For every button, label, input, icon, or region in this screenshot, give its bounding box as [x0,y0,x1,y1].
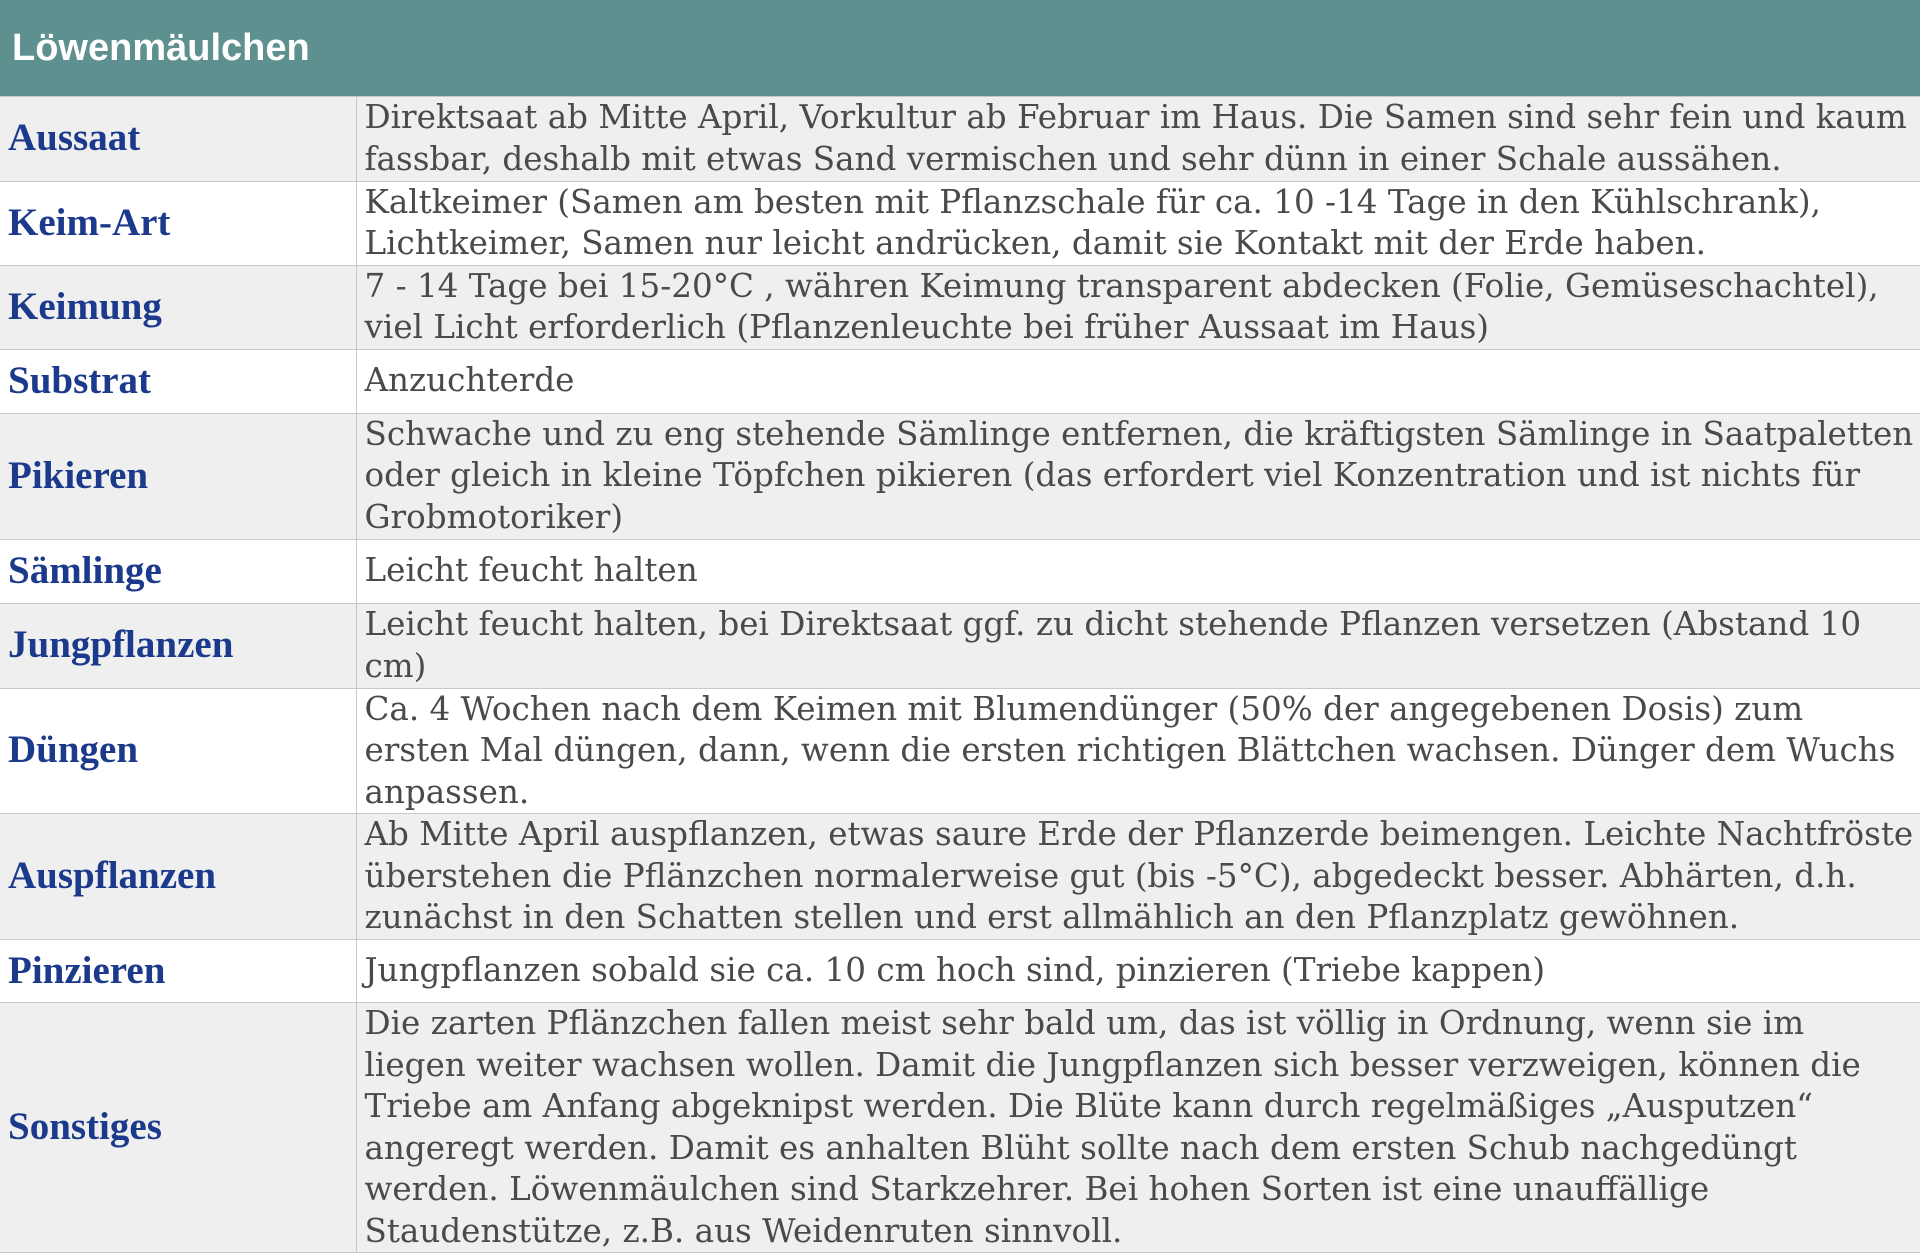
row-text: Die zarten Pflänzchen fallen meist sehr bald um, das ist völlig in Ordnung, wenn sie im liegen weiter wachsen wollen. Damit die Jungpflanzen sich besser verzweigen, können die Triebe am Anfang abgeknipst werden. Die Blüte kann durch regelmäßiges „Ausputzen“ angeregt werden. Damit es anhalten Blüht sollte nach dem ersten Schub nachgedüngt werden. Löwenmäulchen sind Starkzehrer. Bei hohen Sorten ist eine unauffällige Staudenstütze, z.B. aus Weidenruten sinnvoll. [356,1003,1920,1253]
table-row [0,349,1920,413]
table-row [0,539,1920,603]
sheet-title: Löwenmäulchen [0,0,1920,97]
row-label: Auspflanzen [0,814,356,940]
row-text: Anzuchterde [356,349,1920,413]
table-row [0,688,1920,814]
table-row [0,814,1920,940]
table-row [0,940,1920,1003]
table-row [0,265,1920,349]
row-text: Direktsaat ab Mitte April, Vorkultur ab Februar im Haus. Die Samen sind sehr fein und kaum fassbar, deshalb mit etwas Sand vermischen und sehr dünn in einer Schale aussähen. [356,97,1920,181]
row-text: Ab Mitte April auspflanzen, etwas saure Erde der Pflanzerde beimengen. Leichte Nachtfröste überstehen die Pflänzchen normalerweise gut (bis -5°C), abgedeckt besser. Abhärten, d.h. zunächst in den Schatten stellen und erst allmählich an den Pflanzplatz gewöhnen. [356,814,1920,940]
row-text: Ca. 4 Wochen nach dem Keimen mit Blumendünger (50% der angegebenen Dosis) zum ersten Mal düngen, dann, wenn die ersten richtigen Blättchen wachsen. Dünger dem Wuchs anpassen. [356,688,1920,814]
row-label: Substrat [0,349,356,413]
table-row [0,181,1920,265]
row-text: Kaltkeimer (Samen am besten mit Pflanzschale für ca. 10 -14 Tage in den Kühlschrank), Lichtkeimer, Samen nur leicht andrücken, damit sie Kontakt mit der Erde haben. [356,181,1920,265]
table-row [0,413,1920,539]
row-label: Sämlinge [0,539,356,603]
row-label: Pikieren [0,413,356,539]
row-text: Schwache und zu eng stehende Sämlinge entfernen, die kräftigsten Sämlinge in Saatpaletten oder gleich in kleine Töpfchen pikieren (das erfordert viel Konzentration und ist nichts für Grobmotoriker) [356,413,1920,539]
row-label: Pinzieren [0,940,356,1003]
row-label: Keim-Art [0,181,356,265]
row-label: Keimung [0,265,356,349]
row-text: Leicht feucht halten, bei Direktsaat ggf. zu dicht stehende Pflanzen versetzen (Abstand 10 cm) [356,603,1920,688]
row-label: Aussaat [0,97,356,181]
row-label: Sonstiges [0,1003,356,1253]
row-label: Düngen [0,688,356,814]
row-text: Jungpflanzen sobald sie ca. 10 cm hoch sind, pinzieren (Triebe kappen) [356,940,1920,1003]
row-text: Leicht feucht halten [356,539,1920,603]
table-row [0,1003,1920,1253]
plant-info-table [0,97,1920,1253]
row-text: 7 - 14 Tage bei 15-20°C , währen Keimung transparent abdecken (Folie, Gemüseschachtel), viel Licht erforderlich (Pflanzenleuchte bei früher Aussaat im Haus) [356,265,1920,349]
table-row [0,603,1920,688]
table-row [0,97,1920,181]
row-label: Jungpflanzen [0,603,356,688]
